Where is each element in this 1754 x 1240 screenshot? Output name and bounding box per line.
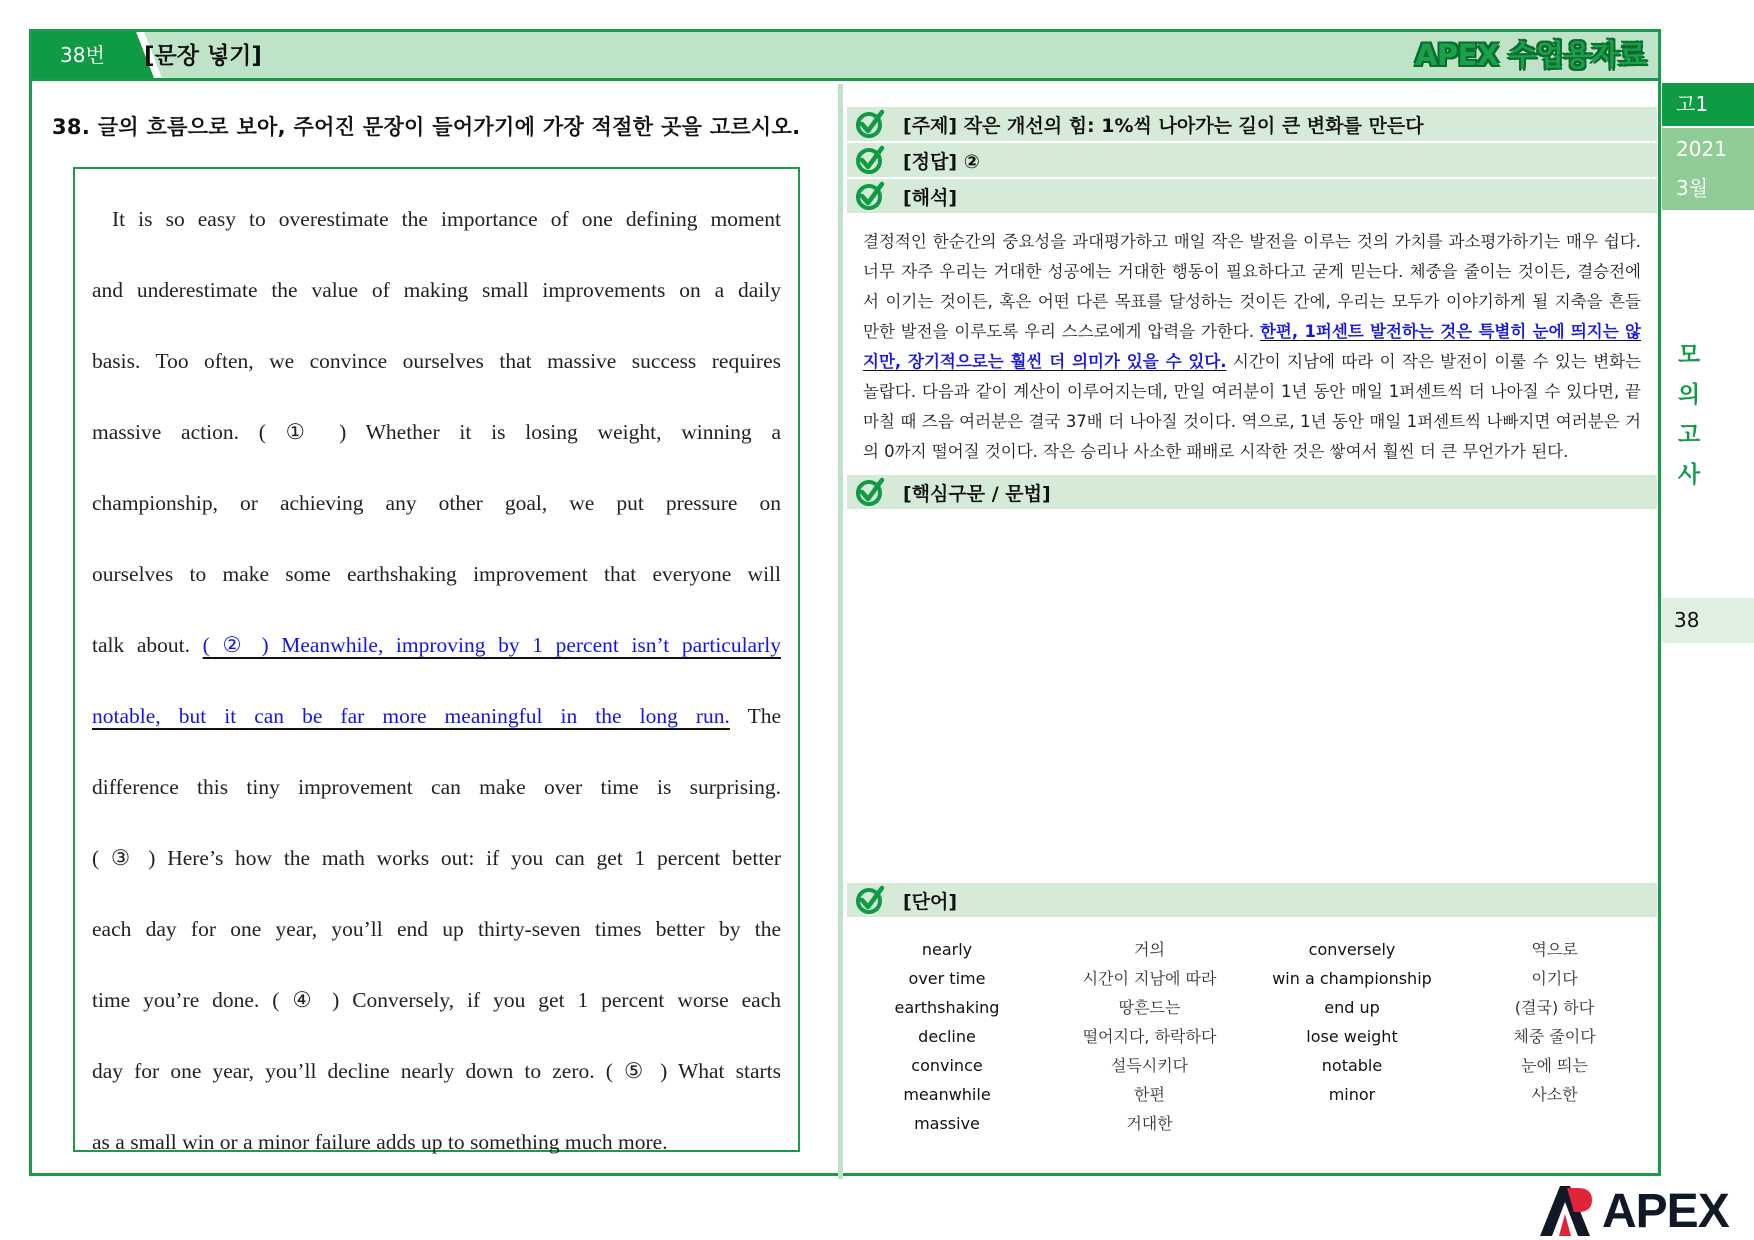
theme-section-header — [847, 107, 1657, 141]
inserted-sentence-highlight: ( ② ) Meanwhile, improving by 1 percent isn’t particularly — [202, 633, 781, 657]
vocab-meaning — [1452, 1109, 1657, 1138]
passage-line: ( ③ ) Here’s how the math works out: if you can get 1 percent better — [92, 846, 781, 870]
apex-logo-mark-icon — [1540, 1184, 1594, 1238]
passage-line — [92, 610, 781, 681]
check-circle-icon — [855, 145, 885, 175]
vertical-char: 사 — [1677, 462, 1701, 488]
passage-text: The — [729, 704, 782, 728]
translation-part: 시간이 지남에 따라 이 작은 발전이 이룰 수 있는 변화는 놀랍다. 다음과 같이 계산이 이루어지는데, 만일 여러분이 1년 동안 매일 1퍼센트씩 더 나아질 수 있다면, 끝마칠 때 즈음 여러분은 결국 37배 더 나아질 것이다. 역으로, 1년 동안 매일 1퍼센트씩 나빠지면 여러분은 거의 0까지 떨어질 것이다. 작은 승리나 사소한 패배로 시작한 것은 쌓여서 훨씬 더 큰 무언가가 된다. — [863, 352, 1642, 461]
tab-month[interactable]: 3월 — [1662, 167, 1754, 210]
vocab-meaning: 눈에 띄는 — [1521, 1056, 1588, 1075]
grammar-label: [핵심구문 / 문법] — [903, 482, 1051, 505]
tab-year[interactable]: 2021 — [1662, 128, 1754, 171]
vocab-meaning: 거대한 — [1126, 1114, 1173, 1133]
vertical-char: 의 — [1677, 382, 1701, 408]
vocab-word — [1252, 1109, 1452, 1138]
grammar-content-area — [847, 511, 1657, 883]
vocab-table — [847, 919, 1657, 1138]
passage-box — [73, 167, 800, 1152]
translation-part: 결정적인 한순간의 중요성을 과대평가하고 매일 작은 발전을 이루는 것의 가치를 과소평가하기는 매우 쉽다. 너무 자주 우리는 거대한 성공에는 거대한 행동이 필요하다고 굳게 믿는다. 체중을 줄이는 것이든, 결승전에서 이기는 것이든, 혹은 어떤 다른 목표를 달성하는 것이든 간에, 우리는 모두가 이야기하게 될 지축을 흔들 만한 발전을 이루도록 우리 스스로에게 압력을 가한다. — [863, 232, 1641, 341]
grammar-section-header — [847, 475, 1657, 509]
vocab-word: convince — [911, 1056, 983, 1075]
answer-label: [정답] ② — [903, 150, 980, 173]
translation-text — [847, 215, 1657, 475]
vocab-word: win a championship — [1272, 969, 1432, 988]
worksheet-frame — [29, 29, 1661, 1176]
vocab-word: notable — [1321, 1056, 1383, 1075]
logo-text: APEX — [1602, 1184, 1729, 1238]
passage-line: time you’re done. ( ④ ) Conversely, if you get 1 percent worse each — [92, 988, 781, 1012]
vocab-word: minor — [1328, 1085, 1376, 1104]
vocab-word: over time — [908, 969, 986, 988]
vocab-word: decline — [918, 1027, 976, 1046]
vocab-meaning: 떨어지다, 하락하다 — [1082, 1027, 1217, 1046]
passage-line: championship, or achieving any other goal, we put pressure on — [92, 491, 781, 515]
passage-line: ourselves to make some earthshaking improvement that everyone will — [92, 562, 781, 586]
vocab-word: end up — [1324, 998, 1380, 1017]
vertical-label-mock-exam — [1674, 335, 1704, 495]
vocab-meaning: 사소한 — [1531, 1085, 1578, 1104]
question-prompt: 38. 글의 흐름으로 보아, 주어진 문장이 들어가기에 가장 적절한 곳을 고르시오. — [52, 115, 801, 139]
passage-line: as a small win or a minor failure adds up to something much more. — [92, 1130, 668, 1154]
vertical-char: 고 — [1677, 422, 1701, 448]
vocab-word: conversely — [1308, 940, 1396, 959]
vocab-section-header — [847, 883, 1657, 917]
passage-line: basis. Too often, we convince ourselves that massive success requires — [92, 349, 781, 373]
passage-line: each day for one year, you’ll end up thirty-seven times better by the — [92, 917, 781, 941]
vocab-meaning: 거의 — [1134, 940, 1165, 959]
vocab-word: lose weight — [1306, 1027, 1398, 1046]
inserted-sentence-highlight: notable, but it can be far more meaningful in the long run. — [92, 704, 730, 728]
answer-section-header — [847, 143, 1657, 177]
vertical-char: 모 — [1677, 342, 1701, 368]
passage-line — [92, 681, 781, 752]
check-circle-icon — [855, 885, 885, 915]
vocab-word: meanwhile — [903, 1085, 991, 1104]
passage-line: massive action. ( ① ) Whether it is losing weight, winning a — [92, 420, 781, 444]
vocab-meaning: 이기다 — [1531, 969, 1578, 988]
check-circle-icon — [855, 477, 885, 507]
theme-label: [주제] 작은 개선의 힘: 1%씩 나아가는 길이 큰 변화를 만든다 — [903, 114, 1424, 137]
passage-line: It is so easy to overestimate the importance of one defining moment — [112, 207, 781, 231]
header-band — [32, 32, 1658, 81]
vocab-meaning: 설득시키다 — [1110, 1056, 1189, 1075]
vocab-meaning: (결국) 하다 — [1514, 998, 1595, 1017]
vocab-word: earthshaking — [894, 998, 1000, 1017]
vocab-meaning: 한편 — [1134, 1085, 1165, 1104]
passage-line: and underestimate the value of making small improvements on a daily — [92, 278, 781, 302]
vocab-meaning: 시간이 지남에 따라 — [1082, 969, 1217, 988]
apex-logo — [1540, 1183, 1752, 1239]
answer-panel — [847, 107, 1657, 1138]
check-circle-icon — [855, 109, 885, 139]
brand-title: APEX 수업용자료 — [1414, 38, 1646, 72]
passage-line: day for one year, you’ll decline nearly down to zero. ( ⑤ ) What starts — [92, 1059, 781, 1083]
translation-highlight: 한편, 1퍼센트 발전하는 것은 특별히 눈에 띄지는 않지만, 장기적으로는 훨씬 더 의미가 있을 수 있다. — [863, 322, 1641, 371]
column-divider — [838, 84, 843, 1179]
vocab-label: [단어] — [903, 890, 958, 913]
vocab-word: massive — [914, 1114, 980, 1133]
passage-line: difference this tiny improvement can make over time is surprising. — [92, 775, 781, 799]
tab-grade[interactable]: 고1 — [1662, 83, 1754, 126]
question-number-tab: 38번 — [32, 32, 142, 78]
vocab-meaning: 땅흔드는 — [1118, 998, 1181, 1017]
vocab-word: nearly — [921, 940, 973, 959]
passage-text: talk about. — [92, 633, 203, 657]
vocab-meaning: 체중 줄이다 — [1513, 1027, 1596, 1046]
section-title: [문장 넣기] — [144, 43, 262, 69]
translation-section-header — [847, 179, 1657, 213]
check-circle-icon — [855, 181, 885, 211]
tab-question-number[interactable]: 38 — [1662, 598, 1754, 643]
translation-label: [해석] — [903, 186, 958, 209]
vocab-meaning: 역으로 — [1531, 940, 1578, 959]
